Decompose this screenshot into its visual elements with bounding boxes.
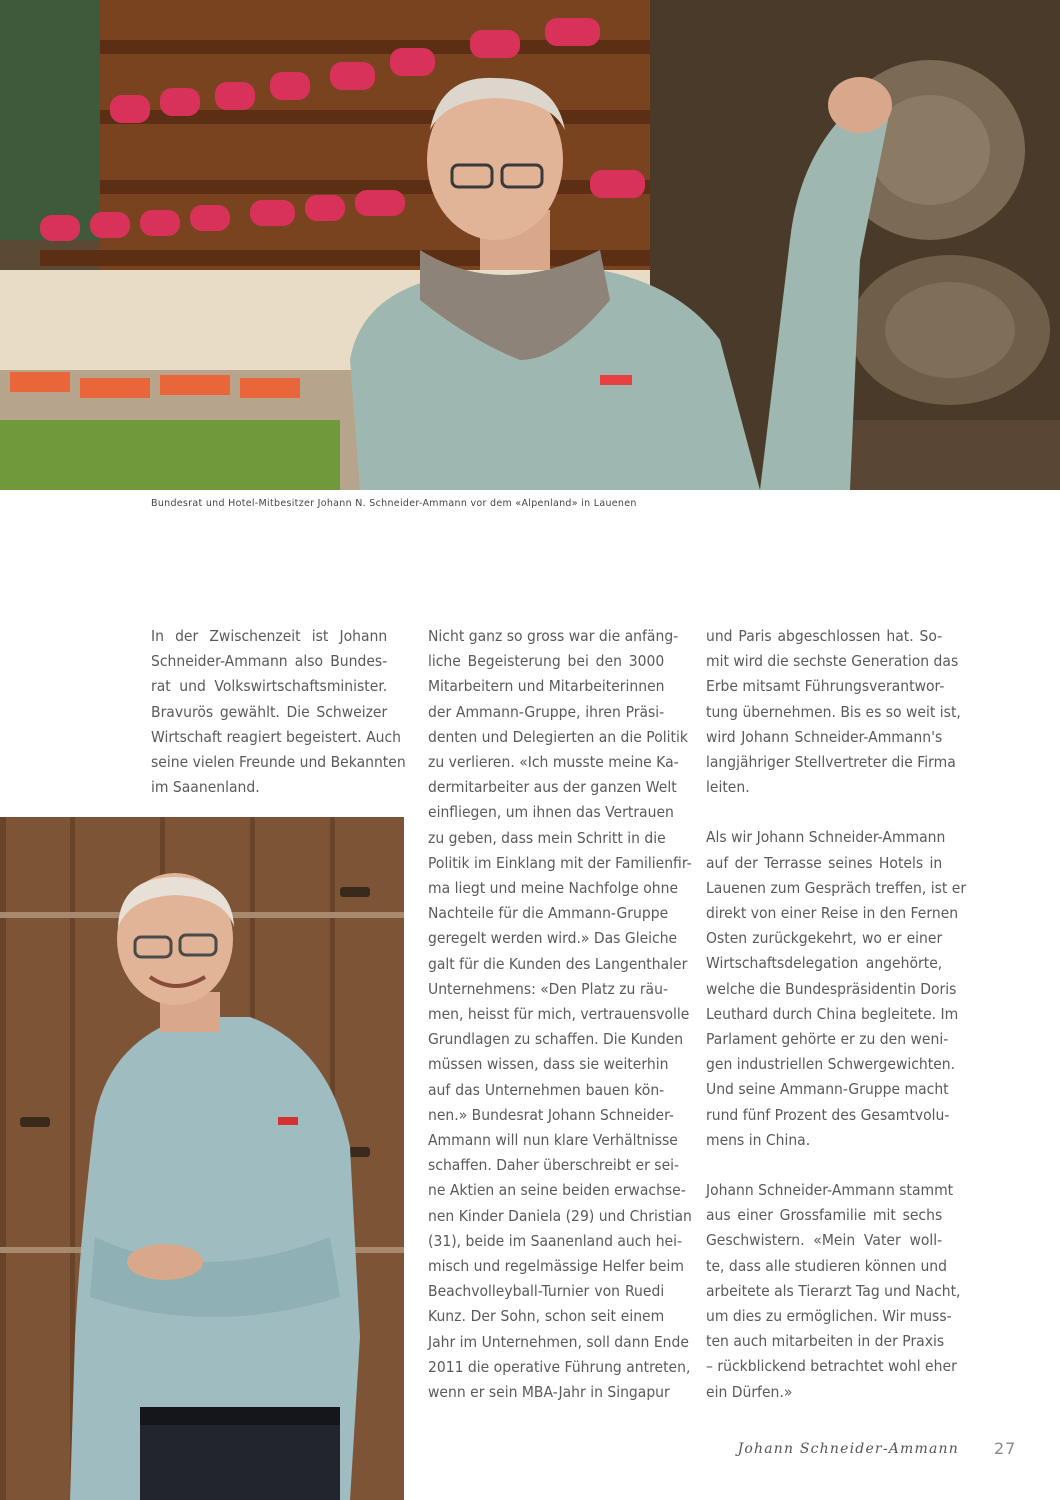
text-line: schaffen. Daher überschreibt er sei- <box>428 1156 680 1175</box>
text-line: ma liegt und meine Nachfolge ohne <box>428 879 679 898</box>
text-line: Mitarbeitern und Mitarbeiterinnen <box>428 677 665 696</box>
text-line: Osten zurückgekehrt, wo er einer <box>706 929 943 948</box>
text-line: Leuthard durch China begleitete. Im <box>706 1004 959 1023</box>
hero-photo <box>0 0 1060 490</box>
text-line: arbeitete als Tierarzt Tag und Nacht, <box>706 1281 961 1300</box>
text-line: rund fünf Prozent des Gesamtvolu- <box>706 1105 950 1124</box>
text-line: nen Kinder Daniela (29) und Christian <box>428 1206 692 1225</box>
paragraph <box>151 624 406 800</box>
hotel-photo-illustration <box>0 0 1060 490</box>
text-line: gen industriellen Schwergewichten. <box>706 1055 956 1074</box>
text-line: Ammann will nun klare Verhältnisse <box>428 1131 678 1150</box>
text-line: Nachteile für die Ammann-Gruppe <box>428 904 669 923</box>
text-line: te, dass alle studieren können und <box>706 1256 947 1275</box>
text-line: leiten. <box>706 778 750 797</box>
text-line: aus einer Grossfamilie mit sechs <box>706 1206 943 1225</box>
text-line: Geschwistern. «Mein Vater woll- <box>706 1231 943 1250</box>
text-line: und Paris abgeschlossen hat. So- <box>706 627 943 645</box>
text-line: mit wird die sechste Generation das <box>706 652 959 671</box>
text-line: galt für die Kunden des Langenthaler <box>428 954 688 973</box>
text-line: wird Johann Schneider-Ammann's <box>706 727 943 746</box>
text-line: Parlament gehörte er zu den weni- <box>706 1030 949 1049</box>
text-line: – rückblickend betrachtet wohl eher <box>706 1357 957 1376</box>
text-line: ein Dürfen.» <box>706 1382 793 1401</box>
text-line: Kunz. Der Sohn, schon seit einem <box>428 1307 665 1326</box>
photo-caption: Bundesrat und Hotel-Mitbesitzer Johann N. Schneider-Ammann vor dem «Alpenland» in Lauenen <box>151 498 637 509</box>
page-number: 27 <box>994 1439 1017 1458</box>
paragraph <box>706 825 967 1153</box>
text-line: müssen wissen, dass sie weiterhin <box>428 1055 669 1074</box>
text-line: um dies zu ermöglichen. Wir muss- <box>706 1307 952 1326</box>
text-line: Bravurös gewählt. Die Schweizer <box>151 702 388 721</box>
text-line: einfliegen, um ihnen das Vertrauen <box>428 803 674 822</box>
text-line: langjähriger Stellvertreter die Firma <box>706 753 956 772</box>
text-line: welche die Bundespräsidentin Doris <box>706 979 957 998</box>
text-line: Wirtschaft reagiert begeistert. Auch <box>151 727 402 746</box>
text-line: Beachvolleyball-Turnier von Ruedi <box>428 1282 665 1301</box>
text-line: nen.» Bundesrat Johann Schneider- <box>428 1105 674 1124</box>
text-line: Jahr im Unternehmen, soll dann Ende <box>428 1332 689 1351</box>
portrait-photo <box>0 817 404 1500</box>
text-line: ten auch mitarbeiten in der Praxis <box>706 1332 945 1351</box>
text-line: Politik im Einklang mit der Familienfir- <box>428 853 692 872</box>
text-line: Lauenen zum Gespräch treffen, ist er <box>706 878 967 897</box>
text-line: Wirtschaftsdelegation angehörte, <box>706 954 943 973</box>
text-line: mens in China. <box>706 1130 811 1149</box>
portrait-illustration <box>0 817 404 1500</box>
text-line: ne Aktien an seine beiden erwachse- <box>428 1181 686 1200</box>
paragraph <box>706 1178 961 1405</box>
text-line: Johann Schneider-Ammann stammt <box>706 1181 954 1200</box>
text-line: direkt von einer Reise in den Fernen <box>706 904 959 923</box>
text-line: der Ammann-Gruppe, ihren Präsi- <box>428 702 665 721</box>
text-line: In der Zwischenzeit ist Johann <box>151 627 388 645</box>
text-line: Unternehmens: «Den Platz zu räu- <box>428 979 668 998</box>
paragraph <box>428 624 692 1405</box>
text-line: Erbe mitsamt Führungsverantwor- <box>706 677 945 696</box>
text-line: liche Begeisterung bei den 3000 <box>428 652 665 671</box>
text-line: tung übernehmen. Bis es so weit ist, <box>706 702 961 721</box>
text-line: (31), beide im Saanenland auch hei- <box>428 1231 683 1250</box>
text-line: im Saanenland. <box>151 778 260 797</box>
text-column-3 <box>706 624 967 1430</box>
text-column-1 <box>151 624 406 825</box>
text-line: Nicht ganz so gross war die anfäng- <box>428 627 679 645</box>
text-line: denten und Delegierten an die Politik <box>428 727 688 746</box>
paragraph <box>706 624 961 800</box>
text-line: Als wir Johann Schneider-Ammann <box>706 828 946 847</box>
text-line: zu verlieren. «Ich musste meine Ka- <box>428 753 679 772</box>
text-line: 2011 die operative Führung antreten, <box>428 1357 691 1376</box>
text-line: auf das Unternehmen bauen kön- <box>428 1080 665 1099</box>
running-footer-title: Johann Schneider-Ammann <box>737 1441 959 1457</box>
text-line: wenn er sein MBA-Jahr in Singapur <box>428 1383 670 1402</box>
text-line: auf der Terrasse seines Hotels in <box>706 853 943 872</box>
text-line: men, heisst für mich, vertrauensvolle <box>428 1005 690 1024</box>
text-line: misch und regelmässige Helfer beim <box>428 1257 684 1276</box>
text-line: Und seine Ammann-Gruppe macht <box>706 1080 949 1099</box>
text-column-2 <box>428 624 692 1430</box>
text-line: zu geben, dass mein Schritt in die <box>428 828 666 847</box>
text-line: Schneider-Ammann also Bundes- <box>151 652 388 671</box>
text-line: seine vielen Freunde und Bekannten <box>151 753 406 772</box>
text-line: Grundlagen zu schaffen. Die Kunden <box>428 1030 684 1049</box>
text-line: geregelt werden wird.» Das Gleiche <box>428 929 678 948</box>
text-line: rat und Volkswirtschaftsminister. <box>151 677 388 696</box>
text-line: dermitarbeiter aus der ganzen Welt <box>428 778 677 797</box>
